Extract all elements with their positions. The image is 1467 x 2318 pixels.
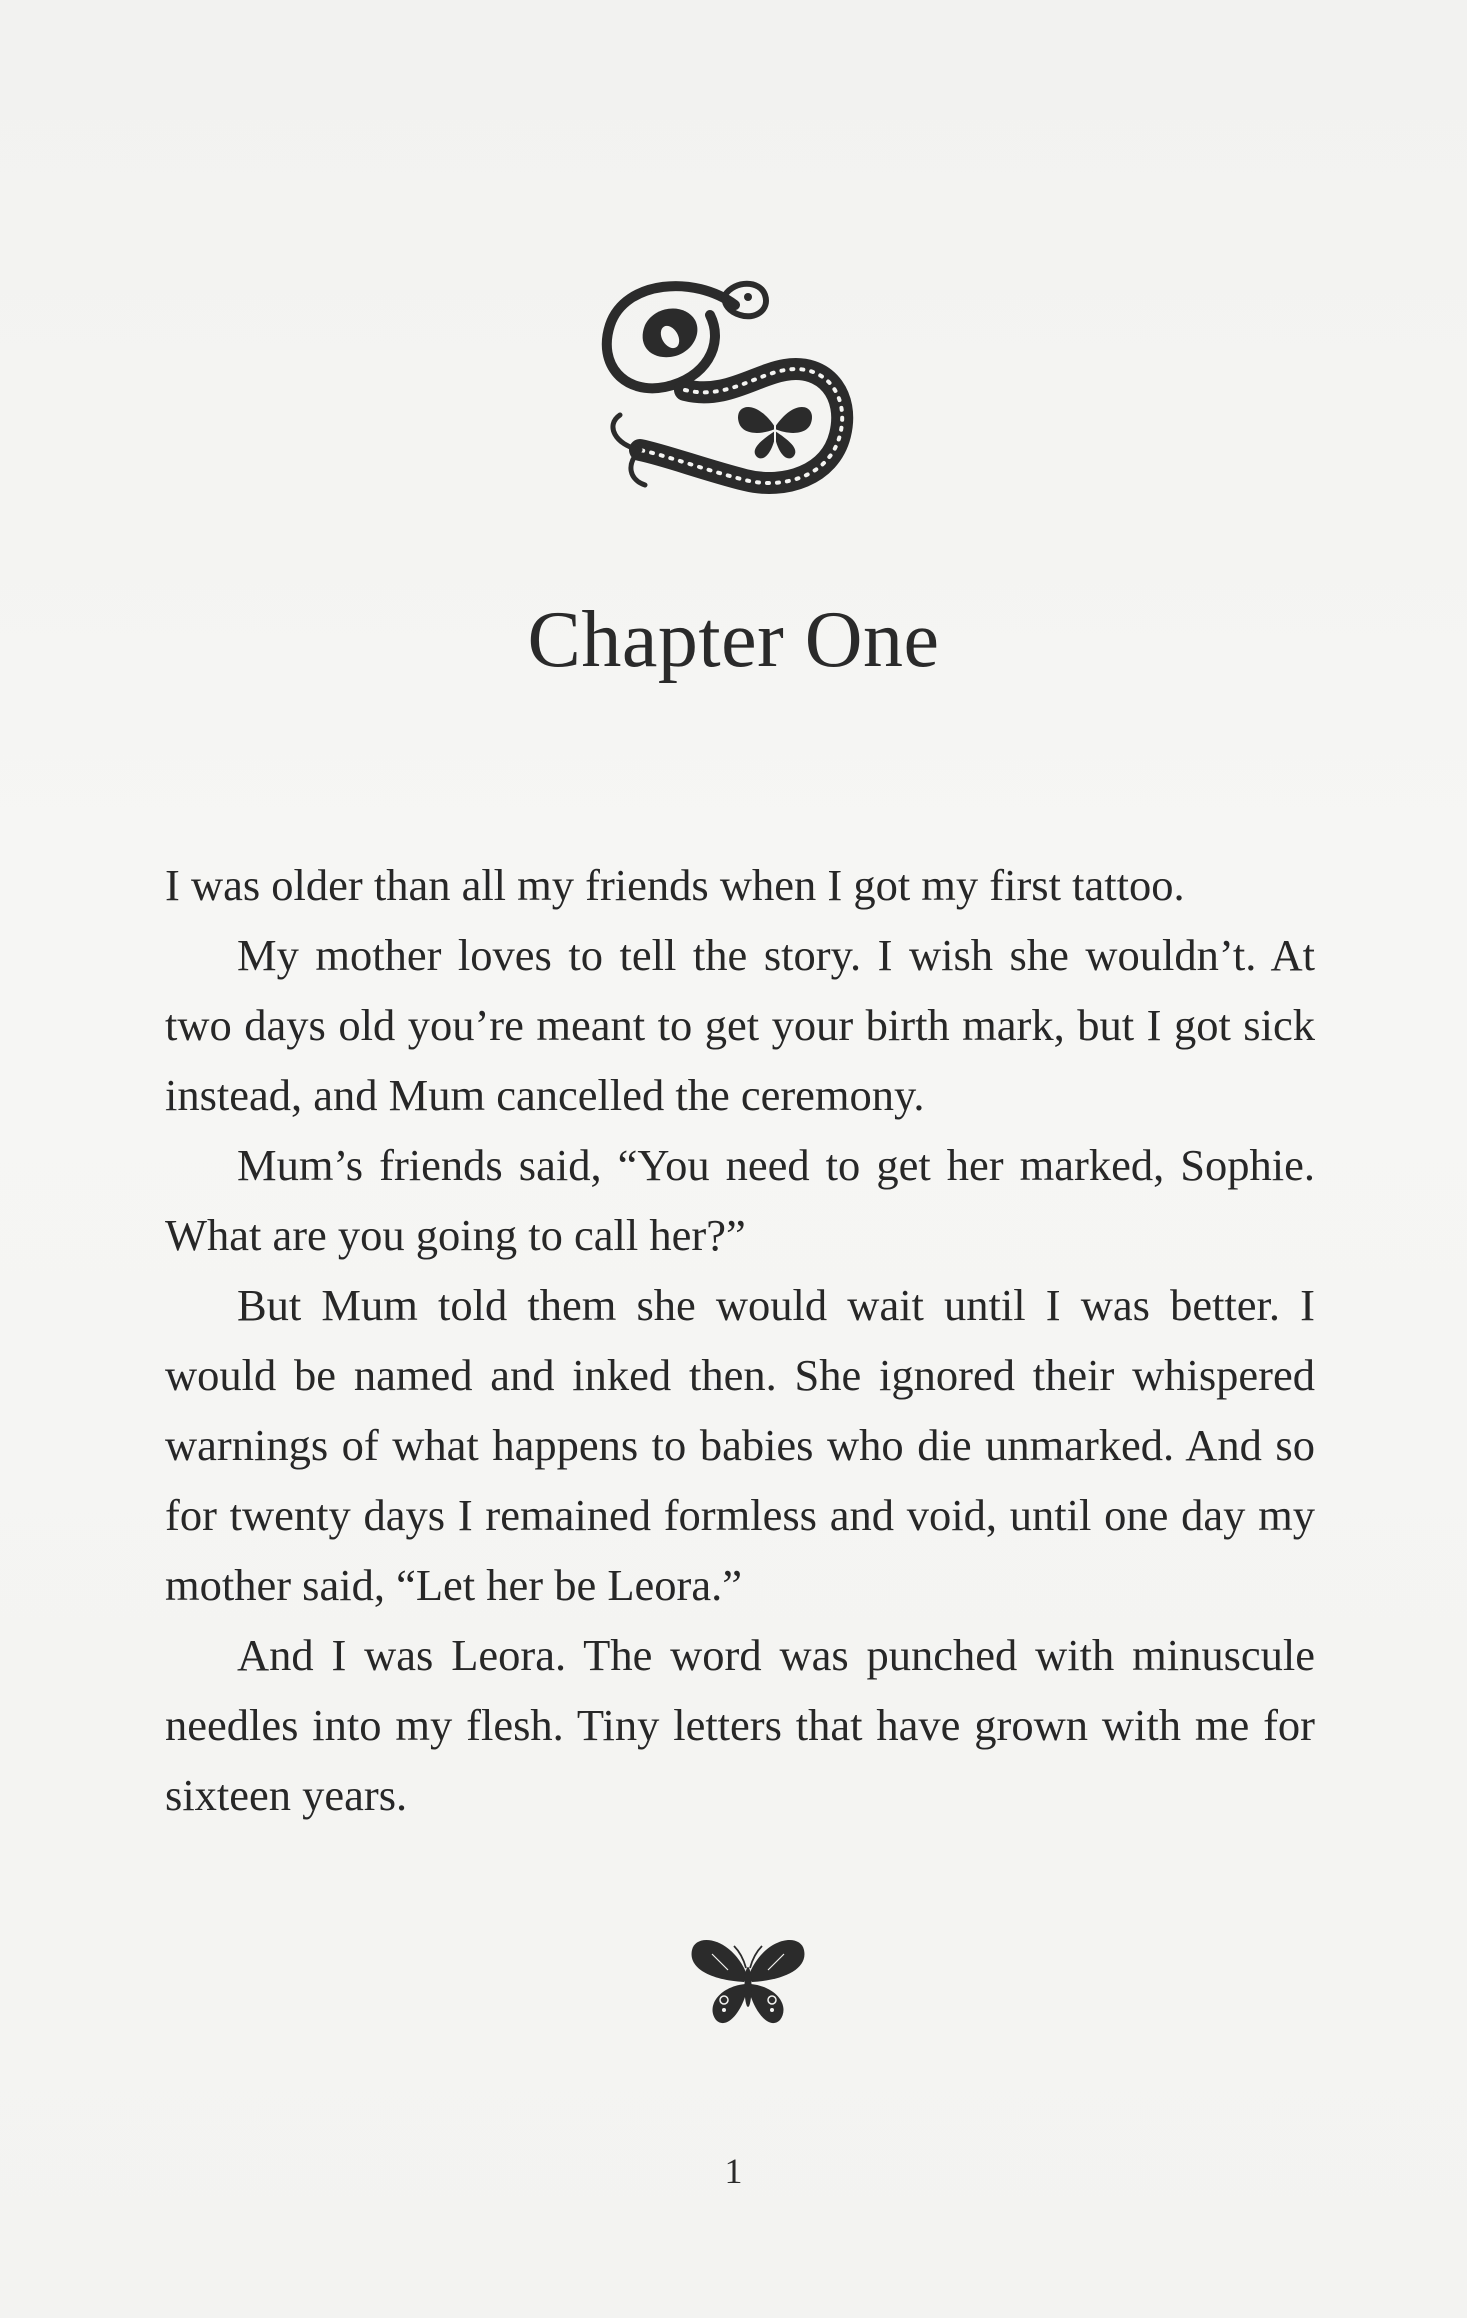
chapter-body — [165, 850, 1315, 1830]
paragraph: Mum’s friends said, “You need to get her marked, Sophie. What are you going to call her?” — [165, 1140, 1315, 1260]
snake-butterfly-ornament-icon — [585, 265, 865, 505]
paragraph: I was older than all my friends when I got my first tattoo. — [165, 860, 1185, 910]
paragraph: And I was Leora. The word was punched with minuscule needles into my flesh. Tiny letters that have grown with me for sixteen years. — [165, 1630, 1315, 1820]
paragraph: My mother loves to tell the story. I wish she wouldn’t. At two days old you’re meant to get your birth mark, but I got sick instead, and Mum cancelled the ceremony. — [165, 930, 1315, 1120]
paragraph: But Mum told them she would wait until I was better. I would be named and inked then. She ignored their whispered warnings of what happens to babies who die unmarked. And so for twenty days I remained formless and void, until one day my mother said, “Let her be Leora.” — [165, 1280, 1315, 1610]
chapter-title: Chapter One — [527, 596, 940, 684]
page-number: 1 — [724, 2151, 743, 2191]
butterfly-icon — [688, 1932, 808, 2032]
